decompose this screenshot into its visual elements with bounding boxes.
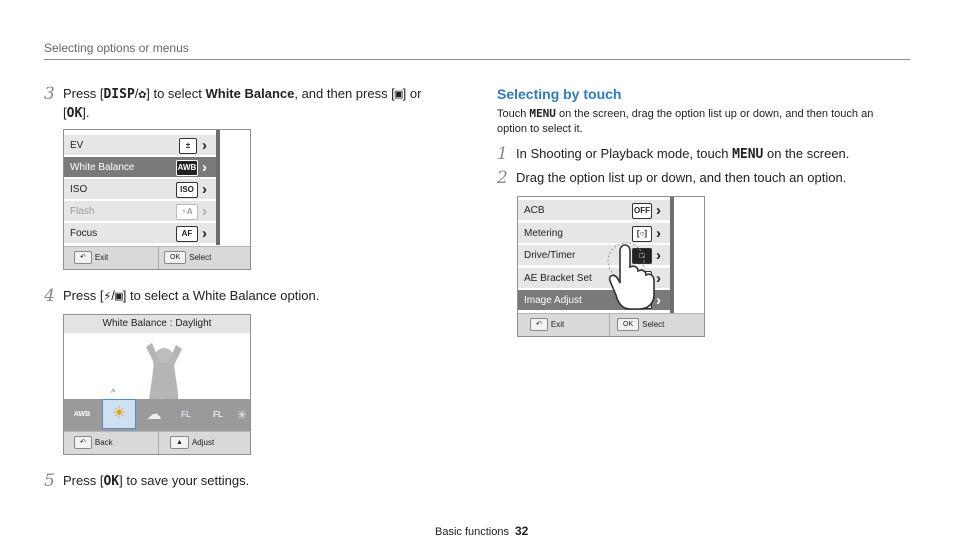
step-number: 3	[44, 84, 55, 104]
step-number: 5	[44, 471, 55, 491]
chevron-right-icon: ›	[202, 203, 207, 220]
chevron-right-icon: ›	[202, 159, 207, 176]
step-number: 1	[497, 144, 508, 164]
wb-option-tungsten[interactable]: ✳	[236, 408, 248, 422]
exit-button[interactable]: ↶ Exit	[64, 247, 159, 269]
bottom-bar	[64, 246, 250, 269]
menu-item-image-adjust[interactable]: Image Adjust ›	[518, 290, 670, 311]
step-number: 4	[44, 286, 55, 306]
scrollbar[interactable]	[216, 130, 220, 245]
flash-auto-icon: ⚡A	[176, 204, 198, 220]
chevron-right-icon: ›	[656, 202, 661, 219]
chevron-right-icon: ›	[202, 181, 207, 198]
menu-item-acb[interactable]: ACB OFF ›	[518, 200, 670, 221]
camera-menu-screen-touch	[517, 196, 705, 337]
select-button[interactable]: OK Select	[611, 314, 704, 336]
scrollbar[interactable]	[670, 197, 674, 313]
running-header: Selecting options or menus	[44, 41, 189, 55]
back-icon: ↶	[74, 251, 92, 264]
finger-touch-icon	[604, 237, 666, 311]
step-4-text: Press [⚡/▣] to select a White Balance option.	[63, 288, 320, 304]
wb-option-fluorescent-h[interactable]: FL	[181, 410, 191, 419]
wb-option-fluorescent-l[interactable]: FL	[213, 410, 223, 419]
ev-icon: ±	[179, 138, 197, 154]
wb-option-daylight[interactable]: ☀	[102, 399, 136, 429]
page-number: 32	[514, 524, 529, 538]
menu-item-ev[interactable]: EV ± ›	[64, 135, 216, 156]
chevron-right-icon: ›	[656, 247, 661, 264]
footer-label: Basic functions	[435, 526, 509, 538]
bottom-bar	[518, 313, 704, 336]
chevron-right-icon: ›	[656, 225, 661, 242]
adjust-button[interactable]: ▲ Adjust	[160, 432, 250, 454]
chevron-right-icon: ›	[202, 137, 207, 154]
bottom-bar	[64, 431, 250, 454]
chevron-right-icon: ›	[656, 292, 661, 309]
adjust-icon: ▲	[170, 436, 189, 449]
chevron-up-icon: ^	[111, 388, 116, 399]
chevron-right-icon: ›	[202, 225, 207, 242]
awb-icon: AWB	[176, 160, 198, 176]
back-icon: ↶	[74, 436, 92, 449]
exit-button[interactable]: ↶ Exit	[518, 314, 610, 336]
footer	[435, 524, 528, 538]
single-drive-icon: □	[632, 248, 652, 264]
ok-key-icon: OK	[164, 251, 186, 264]
step-5-text: Press [OK] to save your settings.	[63, 473, 250, 489]
menu-item-ae-bracket-set[interactable]: AE Bracket Set ›	[518, 268, 670, 289]
ok-key-icon: OK	[617, 318, 639, 331]
back-icon: ↶	[530, 318, 548, 331]
af-icon: AF	[176, 226, 198, 242]
step-number: 2	[497, 168, 508, 188]
step-3-text: Press [DISP/✿] to select White Balance, and then press [▣] or [OK].	[63, 86, 422, 121]
touch-intro: Touch MENU on the screen, drag the option list up or down, and then touch an option to select it.	[497, 107, 874, 135]
section-title: Selecting by touch	[497, 86, 622, 102]
menu-item-focus[interactable]: Focus AF ›	[64, 223, 216, 244]
wb-title: White Balance : Daylight	[64, 315, 250, 333]
camera-menu-screen	[63, 129, 251, 270]
iso-auto-icon: ISO	[176, 182, 198, 198]
menu-item-white-balance[interactable]: White Balance AWB ›	[64, 157, 216, 178]
wb-option-awb[interactable]: AWB	[73, 411, 91, 418]
back-button[interactable]: ↶ Back	[64, 432, 159, 454]
select-button[interactable]: OK Select	[160, 247, 250, 269]
chevron-right-icon: ›	[656, 270, 661, 287]
acb-off-icon: OFF	[632, 203, 652, 219]
touch-step-1-text: In Shooting or Playback mode, touch MENU on the screen.	[516, 146, 850, 162]
header-divider	[44, 59, 910, 60]
menu-item-iso[interactable]: ISO ISO ›	[64, 179, 216, 200]
menu-item-drive-timer[interactable]: Drive/Timer □ ›	[518, 245, 670, 266]
metering-icon: [○]	[632, 226, 652, 242]
menu-item-metering[interactable]: Metering [○] ›	[518, 223, 670, 244]
white-balance-screen	[63, 314, 251, 455]
touch-step-2-text: Drag the option list up or down, and then touch an option.	[516, 170, 847, 185]
menu-item-flash[interactable]: Flash ⚡A ›	[64, 201, 216, 222]
wb-option-cloudy[interactable]: ☁	[146, 406, 162, 423]
